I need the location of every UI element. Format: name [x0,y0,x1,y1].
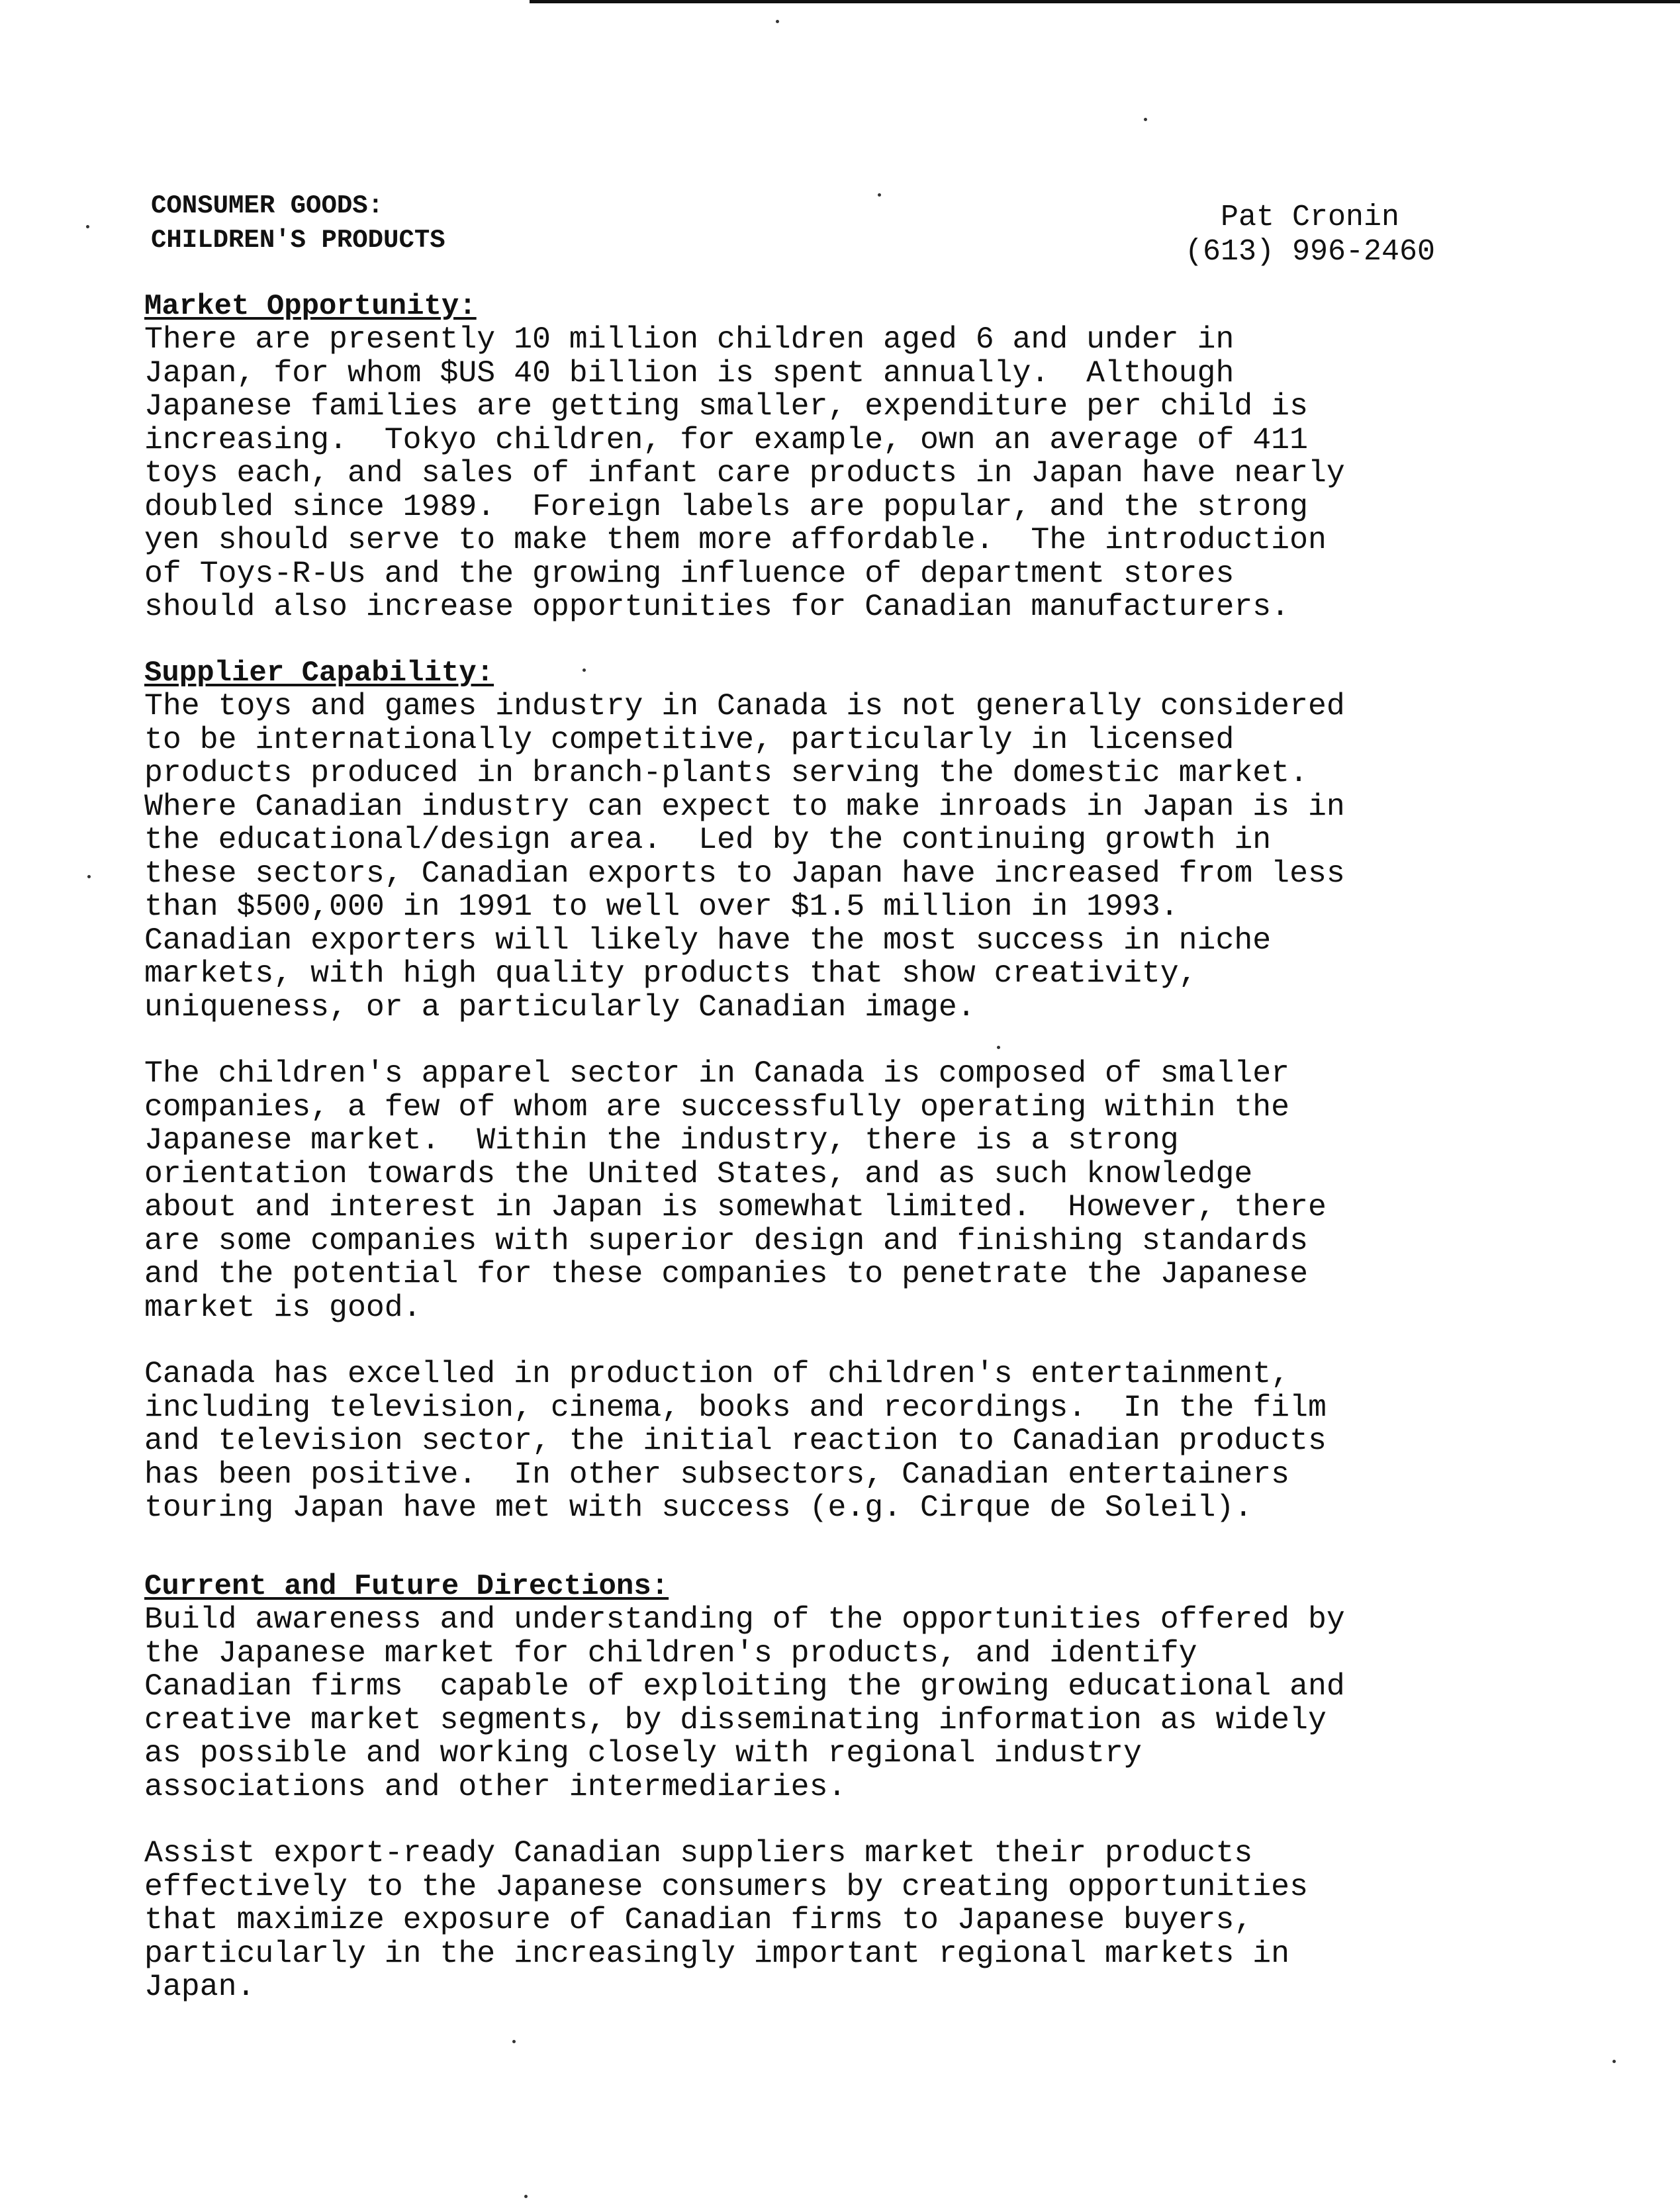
scan-speck [1144,118,1147,121]
section-market-opportunity [144,290,1481,624]
scan-speck [512,2040,516,2043]
section-heading: Supplier Capability: [144,657,494,690]
paragraph: The toys and games industry in Canada is not generally considered to be internationally competitive, particularly in licensed products produced in branch-plants serving the domestic market. Where Canadian industry can expect to make inroads in Japan is in the educational/design area. Led by the continuing growth in these sectors, Canadian exports to Japan have increased from less than $500,000 in 1991 to well over $1.5 million in 1993. Canadian exporters will likely have the most success in niche markets, with high quality products that show creativity, uniqueness, or a particularly Canadian image. [144,688,1345,1025]
contact-block [1161,201,1459,269]
scan-speck [524,2195,528,2198]
section-current-future-directions [144,1570,1481,2004]
scan-speck [776,20,779,23]
section-heading: Market Opportunity: [144,290,477,323]
paragraph: The children's apparel sector in Canada is composed of smaller companies, a few of whom are successfully operating within the Japanese market. Within the industry, there is a strong orientation towards the United States, and as such knowledge about and interest in Japan is somewhat limited. However, there are some companies with superior design and finishing standards and the potential for these companies to penetrate the Japanese market is good. [144,1056,1327,1325]
scan-speck [878,193,881,197]
contact-phone: (613) 996-2460 [1184,235,1436,269]
scan-speck [1612,2060,1616,2063]
scan-speck [87,875,91,878]
section-supplier-capability [144,657,1481,1525]
document-category [151,189,445,257]
paragraph: There are presently 10 million children aged 6 and under in Japan, for whom $US 40 billion is spent annually. Although Japanese families are getting smaller, expenditure per child is increasing. Tokyo children, for example, own an average of 411 toys each, and sales of infant care products in Japan have nearly doubled since 1989. Foreign labels are popular, and the strong yen should serve to make them more affordable. The introduction of Toys-R-Us and the growing influence of department stores should also increase opportunities for Canadian manufacturers. [144,322,1345,624]
paragraph: Build awareness and understanding of the opportunities offered by the Japanese market for children's products, and identify Canadian firms capable of exploiting the growing educational and creative market segments, by disseminating information as widely as possible and working closely with regional industry associations and other intermediaries. [144,1602,1345,1804]
top-border-line [530,0,1680,3]
category-line: CHILDREN'S PRODUCTS [151,226,445,255]
contact-name: Pat Cronin [1220,201,1400,234]
paragraph: Assist export-ready Canadian suppliers market their products effectively to the Japanese consumers by creating opportunities that maximize exposure of Canadian firms to Japanese buyers, particularly in the increasingly important regional markets in Japan. [144,1835,1308,2004]
section-heading: Current and Future Directions: [144,1570,669,1603]
paragraph: Canada has excelled in production of children's entertainment, including television, cinema, books and recordings. In the film and television sector, the initial reaction to Canadian products has been positive. In other subsectors, Canadian entertainers touring Japan have met with success (e.g. Cirque de Soleil). [144,1356,1327,1525]
scan-speck [86,225,89,228]
category-line: CONSUMER GOODS: [151,191,384,220]
